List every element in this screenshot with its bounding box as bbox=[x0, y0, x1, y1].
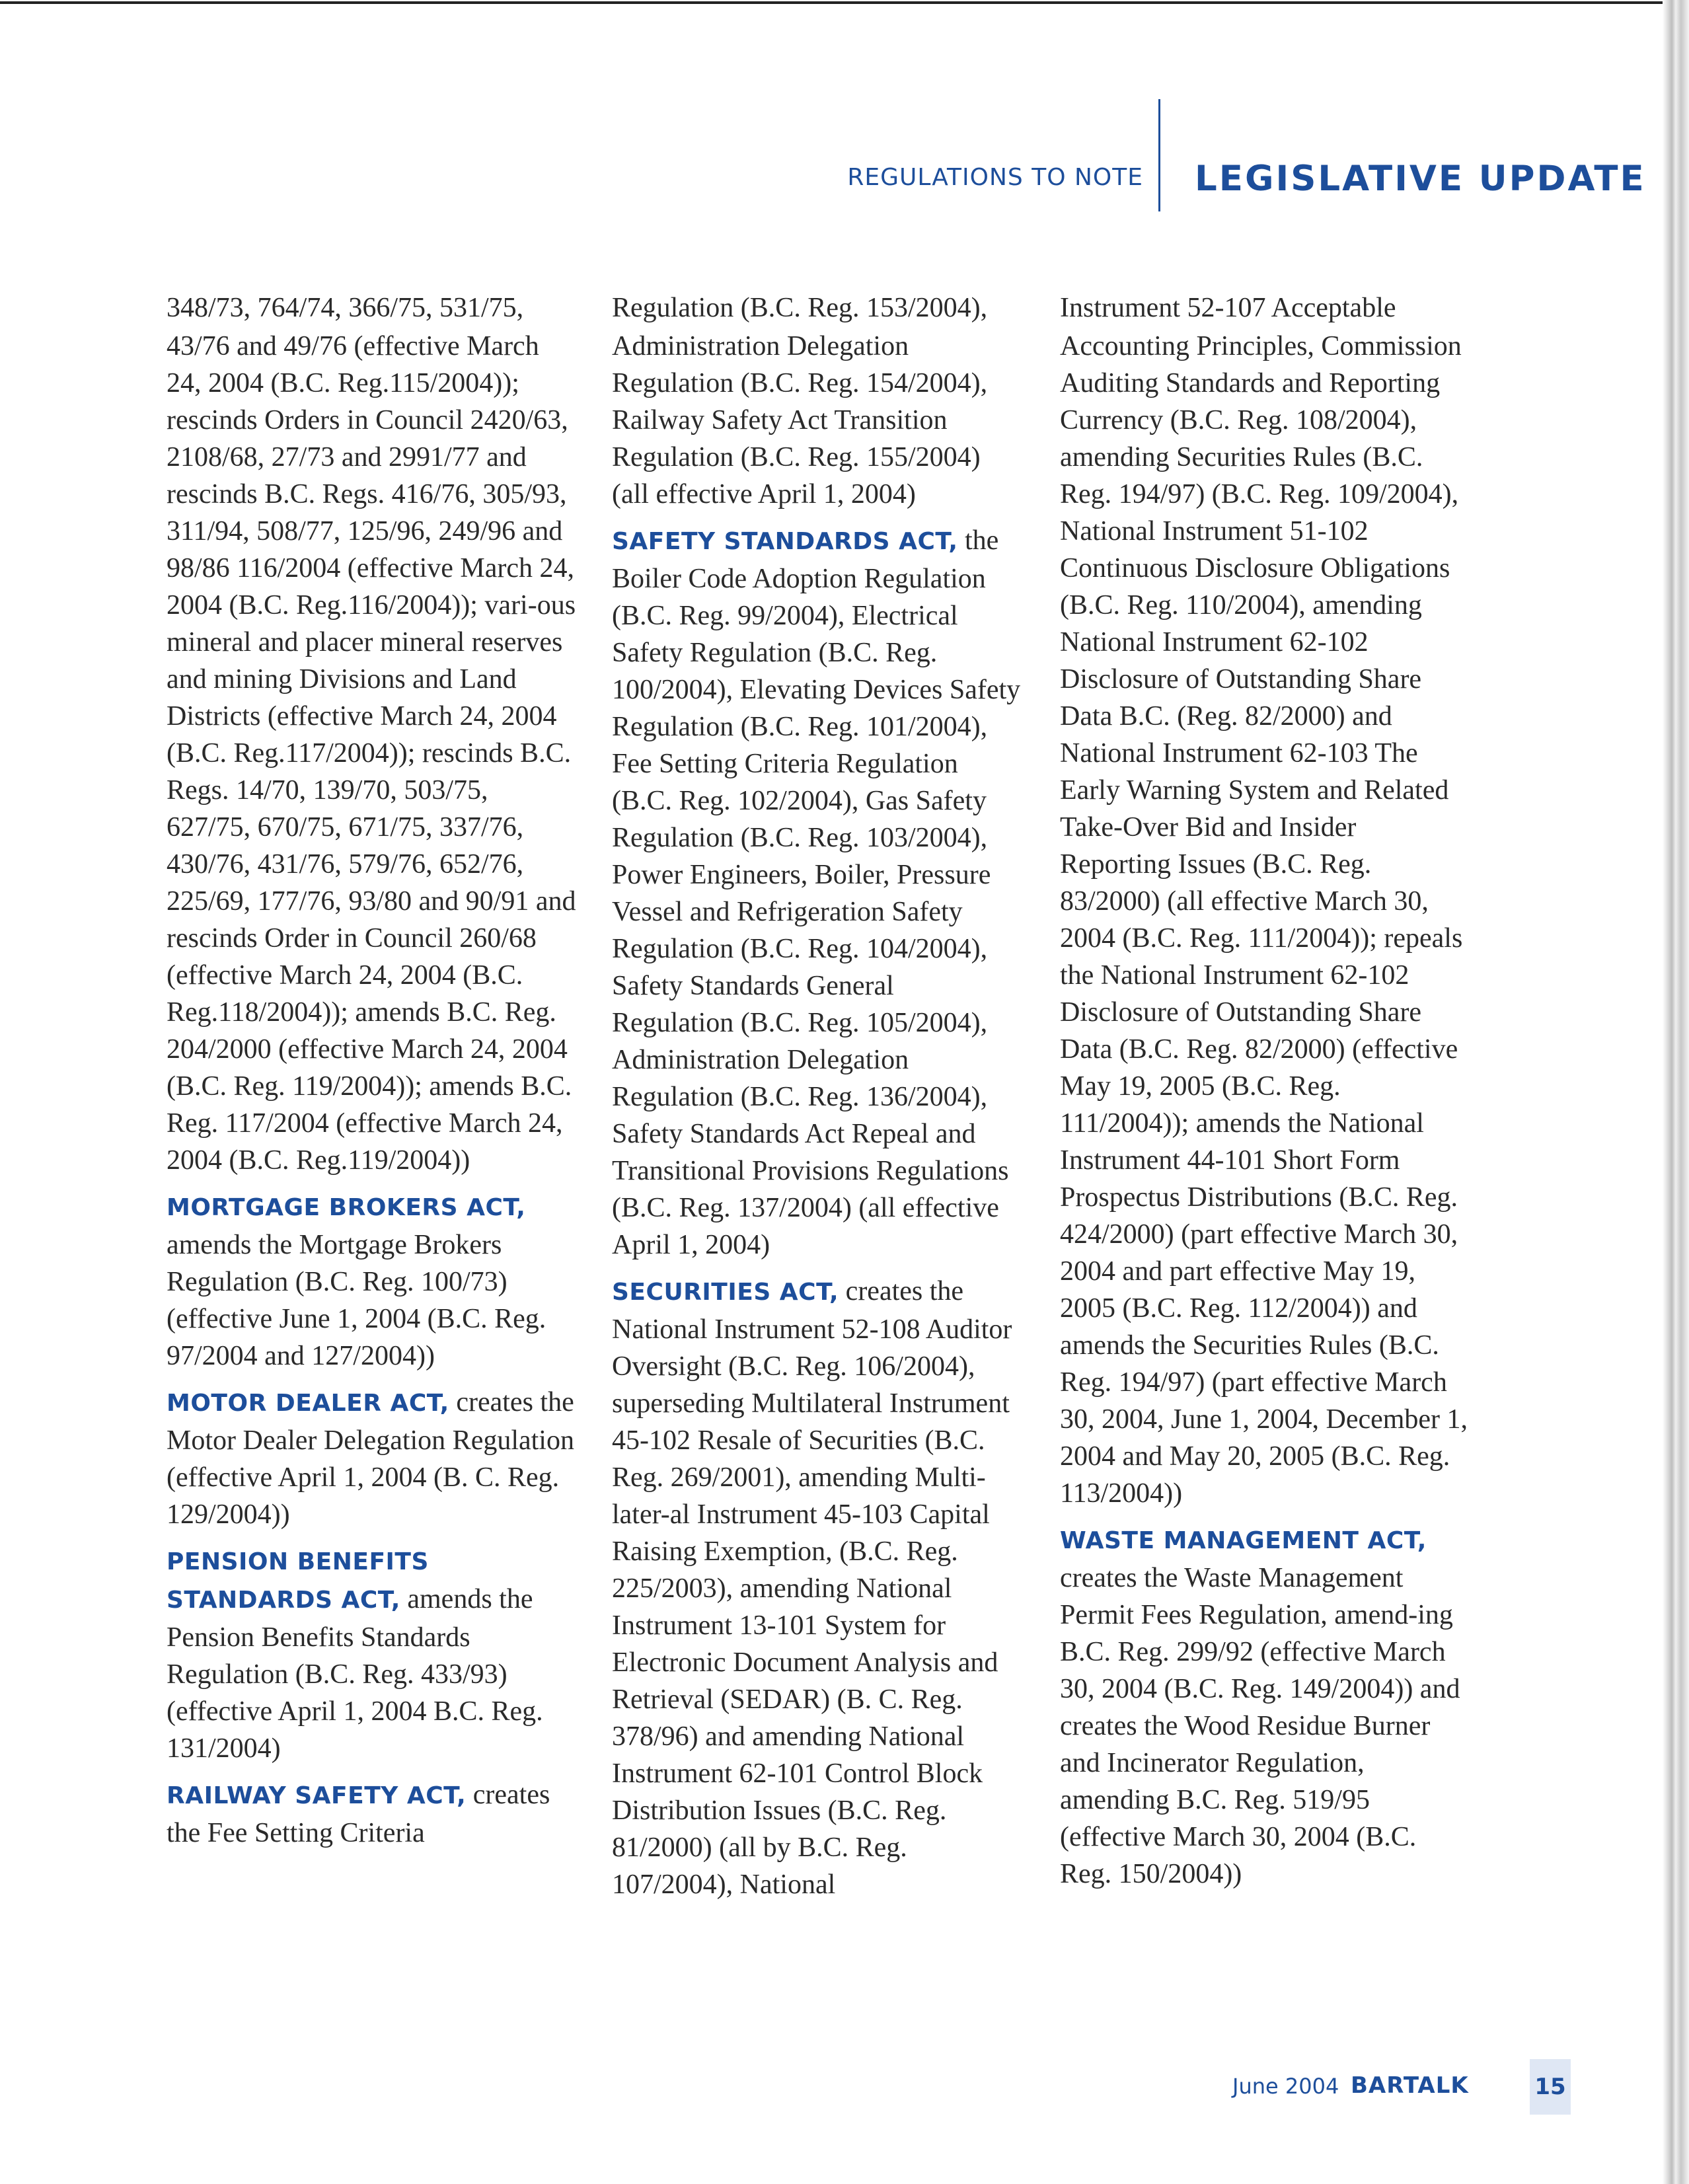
paragraph bbox=[167, 1776, 576, 1852]
paragraph-text: creates the Motor Dealer Delegation Regulation (effective April 1, 2004 (B. C. Reg. 129/2004)) bbox=[167, 1387, 574, 1530]
issue-date: June 2004 bbox=[1232, 2074, 1339, 2099]
page-number: 15 bbox=[1530, 2059, 1571, 2115]
publication-name: BARTALK bbox=[1351, 2072, 1469, 2099]
paragraph-text: creates the Waste Management Permit Fees Regulation, amend-ing B.C. Reg. 299/92 (effective March 30, 2004 (B.C. Reg. 149/2004)) and creates the Wood Residue Burner and Incinerator Regulation, amending B.C. Reg. 519/95 (effective March 30, 2004 (B.C. Reg. 150/2004)) bbox=[1060, 1563, 1460, 1889]
text-column-2 bbox=[612, 289, 1022, 1912]
paragraph bbox=[612, 1273, 1022, 1903]
act-heading: SAFETY STANDARDS ACT, bbox=[612, 528, 958, 555]
paragraph-text: Instrument 52-107 Acceptable Accounting Principles, Commission Auditing Standards and Reporting Currency (B.C. Reg. 108/2004), amending Securities Rules (B.C. Reg. 194/97) (B.C. Reg. 109/2004), National Instrument 51-102 Continuous Disclosure Obligations (B.C. Reg. 110/2004), amending National Instrument 62-102 Disclosure of Outstanding Share Data B.C. (Reg. 82/2000) and National Instrument 62-103 The Early Warning System and Related Take-Over Bid and Insider Reporting Issues (B.C. Reg. 83/2000) (all effective March 30, 2004 (B.C. Reg. 111/2004)); repeals the National Instrument 62-102 Disclosure of Outstanding Share Data (B.C. Reg. 82/2000) (effective May 19, 2005 (B.C. Reg. 111/2004)); amends the National Instrument 44-101 Short Form Prospectus Distributions (B.C. Reg. 424/2000) (part effective March 30, 2004 and part effective May 19, 2005 (B.C. Reg. 112/2004)) and amends the Securities Rules (B.C. Reg. 194/97) (part effective March 30, 2004, June 1, 2004, December 1, 2004 and May 20, 2005 (B.C. Reg. 113/2004)) bbox=[1060, 293, 1468, 1509]
act-heading: RAILWAY SAFETY ACT, bbox=[167, 1782, 467, 1809]
paragraph bbox=[167, 1188, 576, 1374]
act-heading: MORTGAGE BROKERS ACT, bbox=[167, 1194, 526, 1221]
paragraph-text: amends the Pension Benefits Standards Regulation (B.C. Reg. 433/93) (effective April 1, 2004 B.C. Reg. 131/2004) bbox=[167, 1584, 543, 1764]
paragraph bbox=[612, 289, 1022, 513]
paragraph-text: creates the National Instrument 52-108 Auditor Oversight (B.C. Reg. 106/2004), superseding Multilateral Instrument 45-102 Resale of Securities (B.C. Reg. 269/2001), amending Multi-later-al Instrument 45-103 Capital Raising Exemption, (B.C. Reg. 225/2003), amending National Instrument 13-101 System for Electronic Document Analysis and Retrieval (SEDAR) (B. C. Reg. 378/96) and amending National Instrument 62-101 Control Block Distribution Issues (B.C. Reg. 81/2000) (all by B.C. Reg. 107/2004), National bbox=[612, 1276, 1012, 1900]
header-divider bbox=[1158, 99, 1160, 211]
scan-page-edge bbox=[1663, 0, 1689, 2184]
act-heading: WASTE MANAGEMENT ACT, bbox=[1060, 1527, 1427, 1554]
paragraph bbox=[1060, 1521, 1470, 1893]
paragraph bbox=[612, 522, 1022, 1263]
text-column-1 bbox=[167, 289, 576, 1861]
paragraph bbox=[167, 1384, 576, 1533]
paragraph-text: the Boiler Code Adoption Regulation (B.C. Reg. 99/2004), Electrical Safety Regulation (B.C. Reg. 100/2004), Elevating Devices Safety Regulation (B.C. Reg. 101/2004), Fee Setting Criteria Regulation (B.C. Reg. 102/2004), Gas Safety Regulation (B.C. Reg. 103/2004), Power Engineers, Boiler, Pressure Vessel and Refrigeration Safety Regulation (B.C. Reg. 104/2004), Safety Standards General Regulation (B.C. Reg. 105/2004), Administration Delegation Regulation (B.C. Reg. 136/2004), Safety Standards Act Repeal and Transitional Provisions Regulations (B.C. Reg. 137/2004) (all effective April 1, 2004) bbox=[612, 525, 1021, 1260]
paragraph-text: amends the Mortgage Brokers Regulation (B.C. Reg. 100/73) (effective June 1, 2004 (B.C. Reg. 97/2004 and 127/2004)) bbox=[167, 1230, 546, 1371]
section-label: REGULATIONS TO NOTE bbox=[847, 164, 1143, 191]
scan-top-border bbox=[0, 1, 1689, 4]
act-heading: PENSION BENEFITS STANDARDS ACT, bbox=[167, 1548, 429, 1614]
act-heading: SECURITIES ACT, bbox=[612, 1279, 839, 1306]
paragraph-text: Regulation (B.C. Reg. 153/2004), Administration Delegation Regulation (B.C. Reg. 154/2004), Railway Safety Act Transition Regulation (B.C. Reg. 155/2004) (all effective April 1, 2004) bbox=[612, 293, 988, 509]
paragraph bbox=[167, 1542, 576, 1767]
paragraph bbox=[1060, 289, 1470, 1512]
page-title: LEGISLATIVE UPDATE bbox=[1195, 159, 1646, 199]
act-heading: MOTOR DEALER ACT, bbox=[167, 1390, 449, 1417]
paragraph-text: 348/73, 764/74, 366/75, 531/75, 43/76 and 49/76 (effective March 24, 2004 (B.C. Reg.115/2004)); rescinds Orders in Council 2420/63, 2108/68, 27/73 and 2991/77 and rescinds B.C. Regs. 416/76, 305/93, 311/94, 508/77, 125/96, 249/96 and 98/86 116/2004 (effective March 24, 2004 (B.C. Reg.116/2004)); vari-ous mineral and placer mineral reserves and mining Divisions and Land Districts (effective March 24, 2004 (B.C. Reg.117/2004)); rescinds B.C. Regs. 14/70, 139/70, 503/75, 627/75, 670/75, 671/75, 337/76, 430/76, 431/76, 579/76, 652/76, 225/69, 177/76, 93/80 and 90/91 and rescinds Order in Council 260/68 (effective March 24, 2004 (B.C. Reg.118/2004)); amends B.C. Reg. 204/2000 (effective March 24, 2004 (B.C. Reg. 119/2004)); amends B.C. Reg. 117/2004 (effective March 24, 2004 (B.C. Reg.119/2004)) bbox=[167, 293, 576, 1176]
paragraph-text: creates the Fee Setting Criteria bbox=[167, 1780, 550, 1848]
text-column-3 bbox=[1060, 289, 1470, 1902]
paragraph bbox=[167, 289, 576, 1179]
